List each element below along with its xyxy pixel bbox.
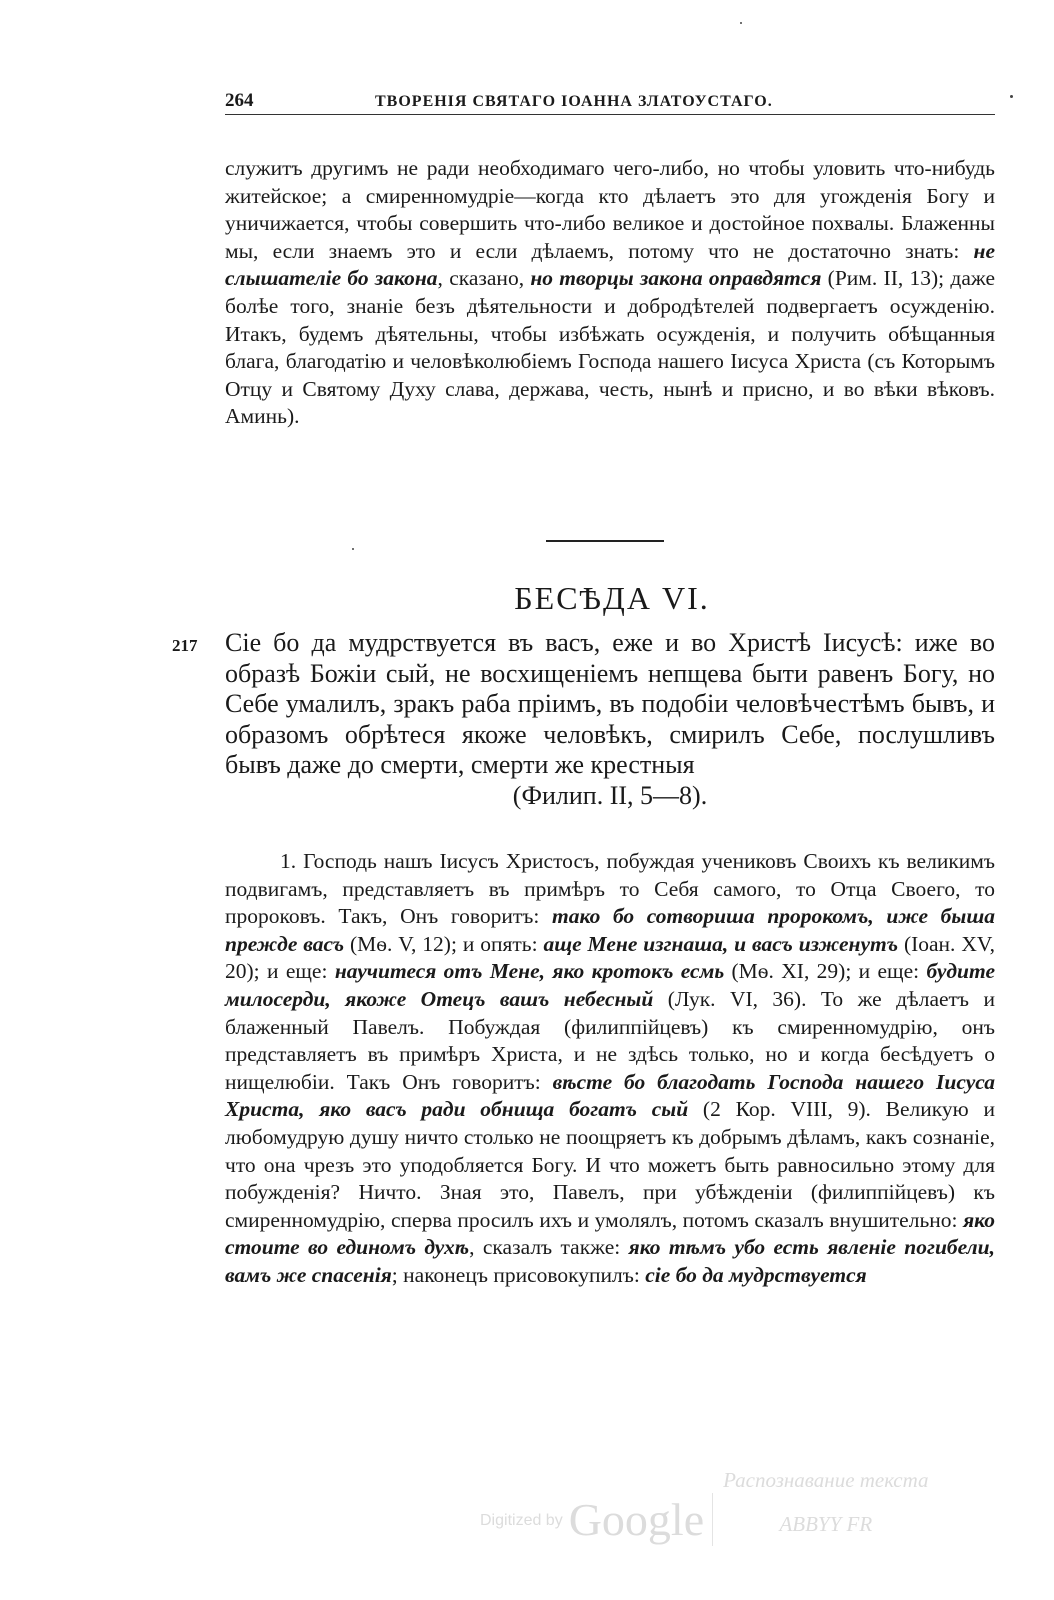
epigraph	[225, 628, 995, 811]
digitization-watermark	[480, 1458, 929, 1546]
epigraph-reference: (Филип. II, 5—8).	[512, 780, 708, 810]
running-header	[225, 90, 995, 115]
text-run: ; наконецъ присовокупилъ:	[391, 1262, 646, 1287]
section-divider	[546, 540, 664, 542]
text-run: (Мѳ. XI, 29); и еще:	[724, 959, 927, 984]
text-run: (Іоан. XV, 20); и еще:	[225, 931, 995, 984]
italic-quote: аще Мене изгнаша, и васъ изженутъ	[543, 931, 899, 956]
section-title: БЕСѢДА VI.	[514, 580, 710, 616]
text-run: (Лук. VI, 36). То же дѣлаетъ и блаженный Павелъ. Побуждая (филиппійцевъ) къ смиренномудрію, онъ представляетъ въ примѣръ Христа, и не здѣсь только, но и когда бесѣдуетъ о нищелюбіи. Такъ Онъ говоритъ:	[225, 986, 995, 1094]
text-run: 1. Господь нашъ Іисусъ Христосъ, побуждая учениковъ Своихъ къ великимъ подвигамъ, представляетъ въ примѣръ то Себя самого, то Отца Своего, то пророковъ. Такъ, Онъ говоритъ:	[225, 849, 995, 929]
print-speck	[740, 22, 742, 24]
ocr-credit-line1: Распознавание текста	[723, 1468, 929, 1492]
digitized-by-label: Digitized by	[480, 1512, 563, 1529]
text-run: , сказано,	[437, 266, 531, 291]
text-run: (2 Кор. VIII, 9). Великую и любомудрую душу ничто столько не поощряетъ къ добрымъ дѣламъ, какъ сознаніе, что она чрезъ это уподобляется Богу. И что можетъ быть равносильно этому для побужденія? Ничто. Зная это, Павелъ, при убѣжденіи (филиппійцевъ) къ смиренномудрію, сперва просилъ ихъ и умолялъ, потомъ сказалъ внушительно:	[225, 1097, 995, 1232]
page-number: 264	[225, 90, 254, 111]
epigraph-text: Сіе бо да мудрствуется въ васъ, еже и во Христѣ Іисусѣ: иже во образѣ Божіи сый, не восхищеніемъ непщева быти равенъ Богу, но Себе умалилъ, зракъ раба пріимъ, въ подобіи человѣчестѣмъ бывъ, и образомъ обрѣтеся якоже человѣкъ, смирилъ Себе, послушливъ бывъ даже до смерти, смерти же крестныя	[225, 628, 995, 779]
text-run: , сказалъ также:	[469, 1235, 629, 1260]
italic-quote: научитеся отъ Мене, яко кротокъ есмь	[334, 959, 725, 984]
verse-number: 217	[172, 636, 198, 655]
google-logo: Google	[569, 1493, 713, 1546]
italic-quote: тако бо сотвориша пророкомъ, иже быша прежде васъ	[225, 904, 995, 956]
paragraph-1	[225, 848, 995, 1290]
italic-quote: будите милосерди, якоже Отецъ вашъ небесный	[225, 959, 995, 1011]
paragraph-continuation	[225, 155, 995, 431]
italic-quote: яко стоите во единомъ духѣ	[225, 1207, 995, 1260]
italic-quote: вѣсте бо благодать Господа нашего Іисуса Христа, яко васъ ради обнища богатъ сый	[225, 1069, 996, 1122]
print-speck	[1010, 95, 1013, 98]
text-run: служитъ другимъ не ради необходимаго чего-либо, но чтобы уловить что-нибудь житейское; а смиренномудріе—когда кто дѣлаетъ это для угожденія Богу и уничижается, чтобы совершить что-либо великое и достойное похвалы. Блаженны мы, если знаемъ это и если дѣлаемъ, потому что не достаточно знать:	[225, 156, 995, 263]
running-title: ТВОРЕНІЯ СВЯТАГО ІОАННА ЗЛАТОУСТАГО.	[375, 93, 773, 110]
italic-quote: яко тѣмъ убо есть явленіе погибели, вамъ же спасенія	[225, 1235, 996, 1287]
print-speck	[352, 548, 354, 550]
ocr-credit	[723, 1458, 928, 1546]
italic-quote: не слышателіе бо закона	[225, 238, 995, 291]
italic-quote: но творцы закона оправдятся	[530, 266, 822, 291]
text-run: (Мѳ. V, 12); и опять:	[344, 931, 544, 956]
text-run: (Рим. II, 13); даже болѣе того, знаніе безъ дѣятельности и добродѣтелей подвергаетъ осужденію. Итакъ, будемъ дѣятельны, чтобы избѣжать осужденія, и получить обѣщанныя блага, благодатію и человѣколюбіемъ Господа нашего Іисуса Христа (съ Которымъ Отцу и Святому Духу слава, держава, честь, нынѣ и присно, и во вѣки вѣковъ. Аминь).	[225, 266, 996, 429]
ocr-credit-line2: ABBYY FR	[779, 1512, 873, 1536]
italic-quote: сіе бо да мудрствуется	[645, 1262, 867, 1287]
